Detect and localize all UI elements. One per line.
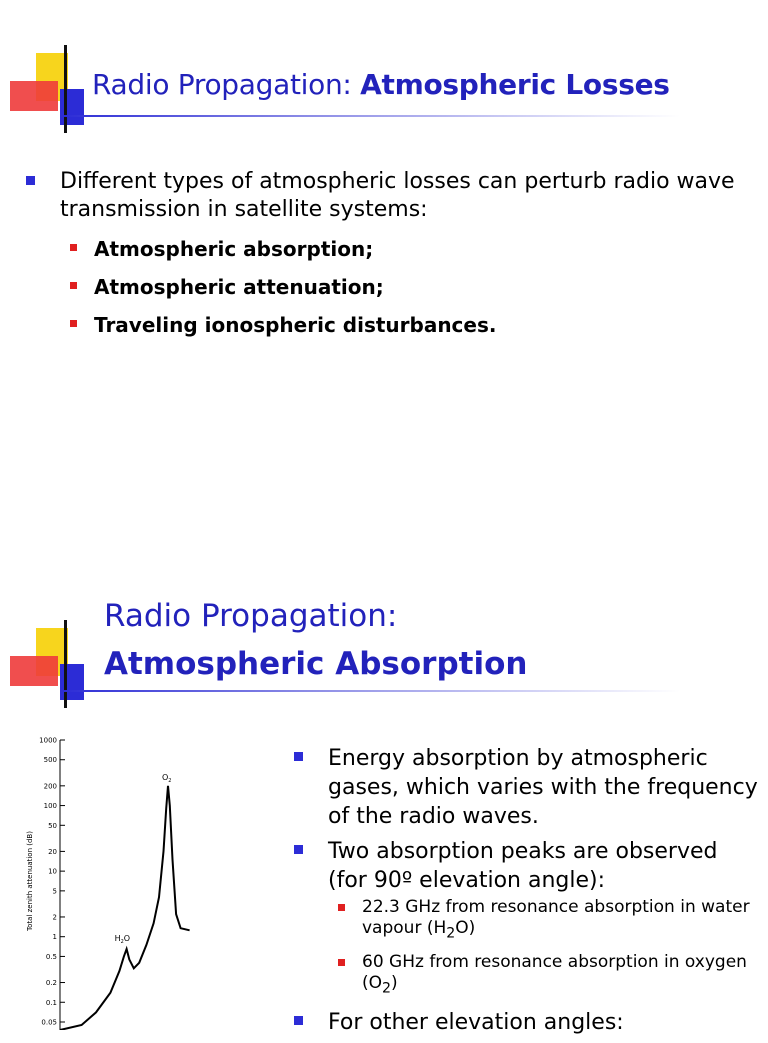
y-tick-label: 50: [48, 821, 57, 830]
list-item: [292, 744, 762, 831]
title-bold: Atmospheric Losses: [360, 68, 670, 101]
y-tick-label: 0.5: [45, 952, 57, 961]
sub-bullet-list: [328, 897, 762, 1000]
bullet-text: Different types of atmospheric losses can perturb radio wave transmission in satellite systems:: [60, 169, 735, 222]
y-tick-label: 100: [43, 802, 57, 811]
bullet-list: [24, 168, 764, 344]
sub-text-post: ): [391, 973, 398, 994]
bullet-text: Energy absorption by atmospheric gases, which varies with the frequency of the radio waves.: [328, 746, 758, 829]
list-item: [292, 1008, 762, 1037]
sub-text-post: O): [455, 918, 476, 938]
y-tick-label: 0.1: [45, 998, 57, 1007]
subscript: 2: [446, 925, 456, 942]
sub-text-pre: 22.3 GHz from resonance absorption in water vapour (H: [362, 897, 750, 938]
slide-title-2: [104, 592, 527, 688]
sub-list-item: Atmospheric attenuation;: [60, 268, 764, 306]
y-tick-label: 1000: [39, 736, 57, 745]
absorption-chart: [20, 730, 250, 1030]
y-tick-label: 200: [43, 782, 57, 791]
y-tick-label: 1: [52, 933, 57, 942]
logo-red-square: [10, 656, 58, 686]
bullet-text: Two absorption peaks are observed (for 90º elevation angle):: [328, 839, 718, 893]
y-tick-label: 0.2: [45, 979, 57, 988]
y-axis-label: Total zenith attenuation (dB): [26, 831, 34, 931]
bullet-text: For other elevation angles:: [328, 1009, 624, 1035]
logo-vertical-line: [64, 620, 67, 708]
slide-title: [92, 68, 670, 101]
y-tick-label: 500: [43, 756, 57, 765]
sub-list-item: Atmospheric absorption;: [60, 230, 764, 268]
sub-list-item: [328, 952, 762, 999]
sub-list-item: Traveling ionospheric disturbances.: [60, 306, 764, 344]
list-item: [24, 168, 764, 344]
title-underline-2: [60, 690, 680, 692]
chart-annotation: $H_2O$: [114, 933, 131, 945]
slide-logo-2: [10, 620, 110, 710]
logo-red-square: [10, 81, 58, 111]
list-item: [292, 837, 762, 1000]
sub-list-item: [328, 897, 762, 944]
y-tick-label: 5: [52, 887, 57, 896]
sub-bullet-list: [60, 230, 764, 344]
series-line: [60, 786, 190, 1030]
subscript: 2: [382, 980, 392, 997]
title-underline: [60, 115, 680, 117]
bullet-list-2: [292, 744, 762, 1043]
y-tick-label: 0.05: [41, 1018, 57, 1027]
logo-vertical-line: [64, 45, 67, 133]
y-tick-label: 10: [48, 867, 57, 876]
y-tick-label: 2: [52, 913, 57, 922]
sub-text-pre: 60 GHz from resonance absorption in oxygen (O: [362, 952, 747, 994]
y-ticks: [39, 737, 65, 1027]
title-line-2: Atmospheric Absorption: [104, 646, 528, 682]
title-line-1: Radio Propagation:: [104, 598, 398, 634]
y-tick-label: 20: [48, 847, 57, 856]
chart-annotation: $O_2$: [162, 772, 172, 784]
title-regular: Radio Propagation:: [92, 68, 361, 101]
